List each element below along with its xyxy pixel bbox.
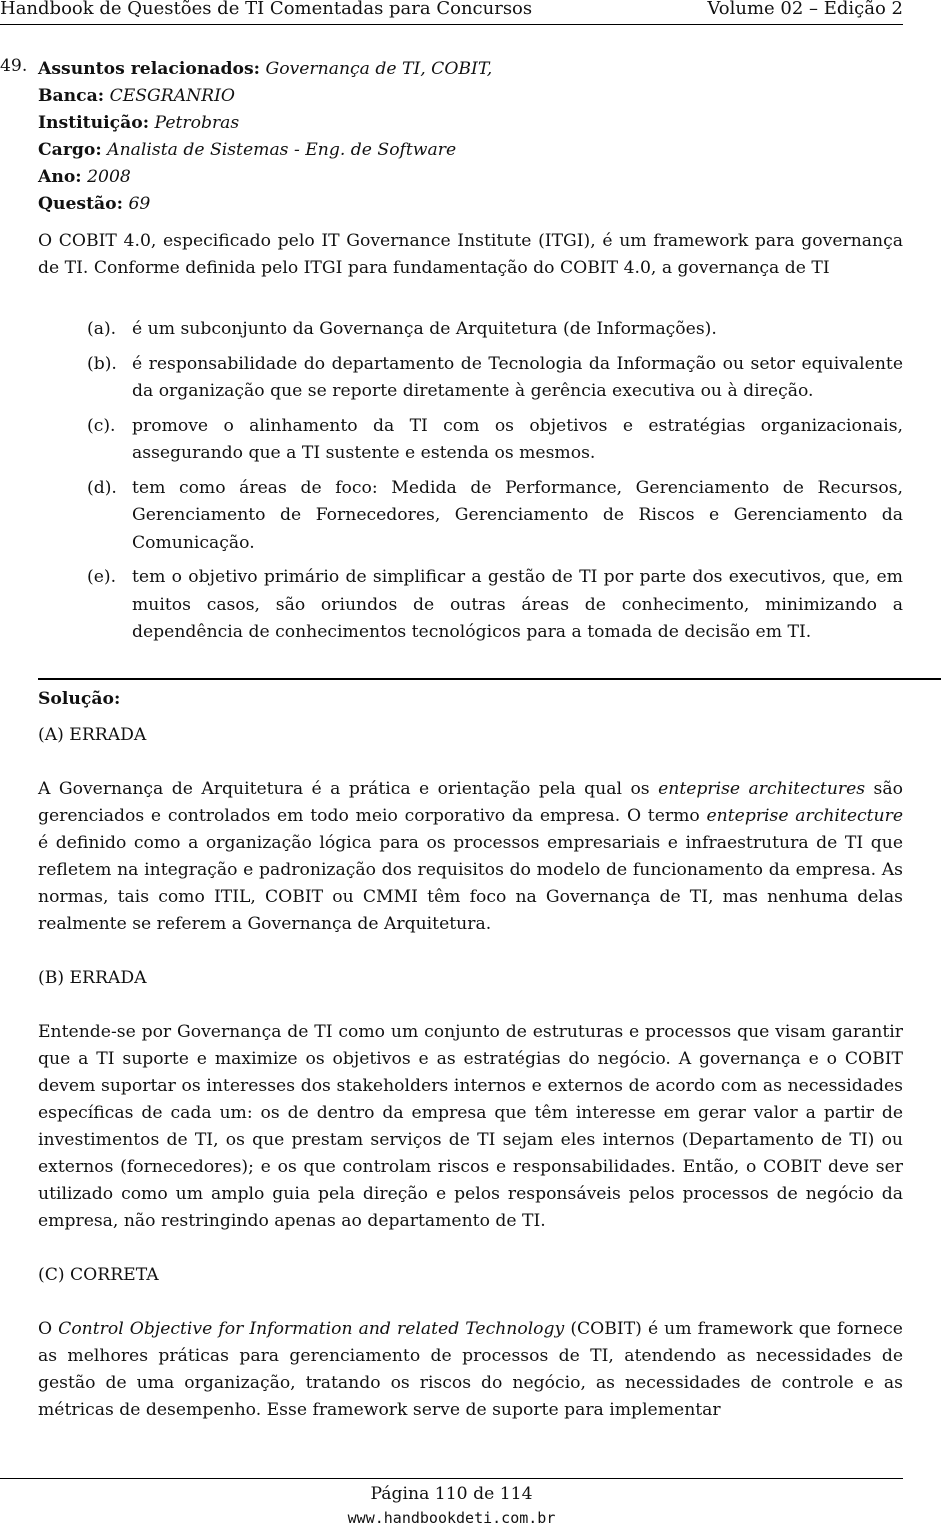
meta-value: Petrobras: [154, 113, 240, 133]
meta-label: Ano:: [38, 167, 82, 187]
text-run: O: [38, 1319, 59, 1339]
solution-title: Solução:: [38, 689, 121, 709]
verdict-b: (B) ERRADA: [38, 968, 147, 988]
option-e: [38, 564, 903, 647]
option-label: (c).: [87, 415, 116, 436]
running-header: [0, 0, 903, 25]
meta-subjects: [38, 56, 903, 83]
option-d: [38, 475, 903, 558]
meta-label: Questão:: [38, 194, 123, 214]
option-label: (b).: [87, 353, 117, 374]
option-text: tem como áreas de foco: Medida de Performance, Gerenciamento de Recursos, Gerenciamento de Fornecedores, Gerenciamento de Riscos e Gerenciamento da Comunicação.: [132, 477, 903, 553]
solution-divider: [38, 678, 941, 680]
page-number: Página 110 de 114: [370, 1484, 533, 1504]
website-link[interactable]: www.handbookdeti.com.br: [347, 1509, 556, 1527]
text-run: A Governança de Arquitetura é a prática e orientação pela qual os: [38, 779, 659, 799]
answer-options: [38, 316, 903, 654]
italic-term: enteprise architectures: [658, 779, 866, 799]
verdict-c: (C) CORRETA: [38, 1265, 159, 1285]
meta-instituicao: [38, 110, 903, 137]
italic-term: Control Objective for Information and related Technology: [58, 1319, 565, 1339]
option-label: (e).: [87, 567, 117, 587]
meta-label: Banca:: [38, 86, 105, 106]
meta-cargo: [38, 137, 903, 164]
option-text: é um subconjunto da Governança de Arquitetura (de Informações).: [132, 319, 717, 339]
question-stem: O COBIT 4.0, especificado pelo IT Governance Institute (ITGI), é um framework para governança de TI. Conforme definida pelo ITGI para fundamentação do COBIT 4.0, a governança de TI: [38, 231, 903, 278]
option-label: (a).: [87, 319, 117, 339]
explanation-b: Entende-se por Governança de TI como um conjunto de estruturas e processos que visam garantir que a TI suporte e maximize os objetivos e as estratégias do negócio. A governança e o COBIT devem suportar os interesses dos stakeholders internos e externos de acordo com as necessidades específicas de cada um: os de dentro da empresa que têm interesse em gerar valor a partir de investimentos de TI, os que prestam serviços de TI sejam eles internos (Departamento de TI) ou externos (fornecedores); e os que controlam riscos e responsabilidades. Então, o COBIT deve ser utilizado como um amplo guia pela direção e pelos responsáveis pelos processos de negócio da empresa, não restringindo apenas ao departamento de TI.: [38, 1022, 903, 1231]
explanation-c: [38, 1316, 903, 1424]
solution-section: [38, 686, 903, 1451]
option-text: tem o objetivo primário de simplificar a gestão de TI por parte dos executivos, que, em muitos casos, são oriundos de outras áreas de conhecimento, minimizando a dependência de conhecimentos tecnológicos para a tomada de decisão em TI.: [132, 567, 903, 642]
question-metadata: [38, 56, 903, 218]
meta-label: Instituição:: [38, 113, 150, 133]
option-a: [38, 316, 903, 344]
text-run: é definido como a organização lógica para os processos empresariais e infraestrutura de TI que refletem na integração e padronização dos requisitos do modelo de funcionamento da empresa. As normas, tais como ITIL, COBIT ou CMMI têm foco na Governança de TI, mas nenhuma delas realmente se referem a Governança de Arquitetura.: [38, 833, 903, 934]
meta-label: Assuntos relacionados:: [38, 59, 260, 79]
meta-banca: [38, 83, 903, 110]
meta-value: 2008: [87, 167, 131, 187]
option-b: [38, 351, 903, 406]
meta-label: Cargo:: [38, 140, 102, 160]
footer-divider: [0, 1478, 903, 1479]
meta-value: Analista de Sistemas - Eng. de Software: [107, 140, 457, 160]
meta-value: CESGRANRIO: [109, 86, 235, 106]
text-run: (COBIT) é um framework que fornece as melhores práticas para gerenciamento de processos de TI, atendendo as necessidades de gestão de uma organização, tratando os riscos do negócio, as necessidades de controle e as métricas de desempenho. Esse framework serve de suporte para implementar: [38, 1319, 903, 1420]
text-run: são gerenciados e controlados em todo meio corporativo da empresa. O termo: [38, 779, 903, 826]
option-text: promove o alinhamento da TI com os objetivos e estratégias organizacionais, assegurando que a TI sustente e estenda os mesmos.: [132, 415, 903, 463]
option-label: (d).: [87, 477, 117, 498]
question-number: 49.: [0, 56, 28, 76]
verdict-a: (A) ERRADA: [38, 725, 147, 745]
explanation-a: [38, 776, 903, 938]
meta-questao: [38, 191, 903, 218]
meta-value: 69: [128, 194, 151, 214]
volume-edition: Volume 02 – Edição 2: [707, 0, 903, 19]
option-text: é responsabilidade do departamento de Tecnologia da Informação ou setor equivalente da organização que se reporte diretamente à gerência executiva ou à direção.: [132, 353, 903, 401]
italic-term: enteprise architecture: [706, 806, 903, 826]
book-title: Handbook de Questões de TI Comentadas para Concursos: [0, 0, 533, 19]
meta-ano: [38, 164, 903, 191]
option-c: [38, 413, 903, 468]
meta-value: Governança de TI, COBIT,: [265, 59, 493, 79]
